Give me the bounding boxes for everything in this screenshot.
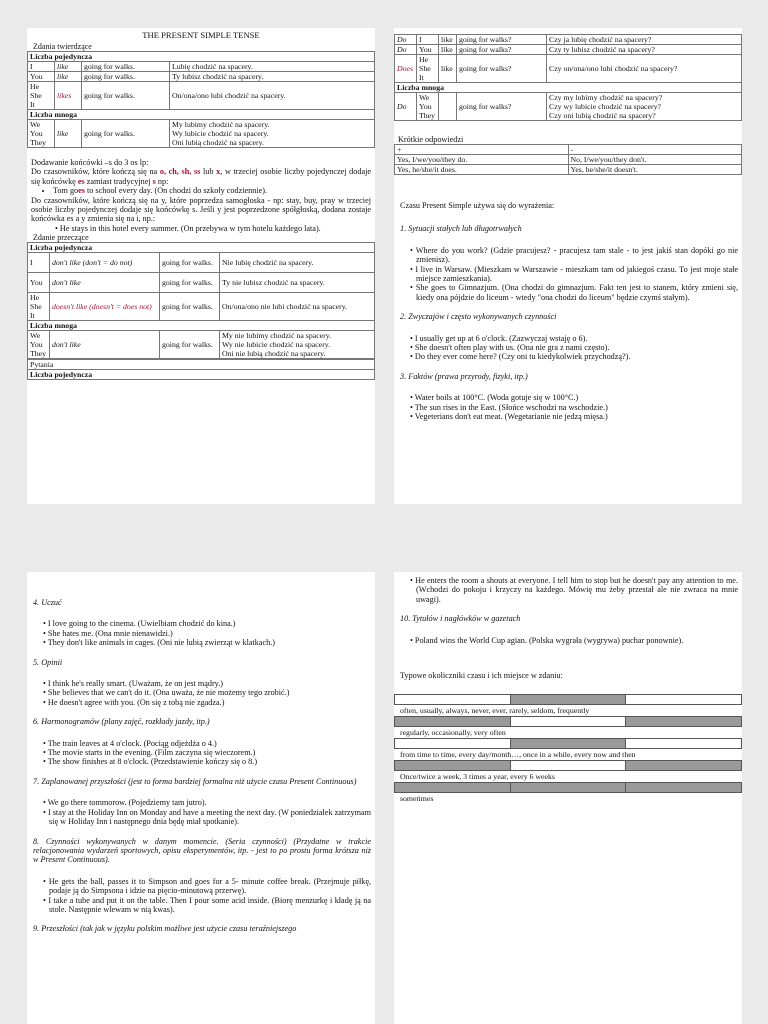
list-item: • Vegeterians don't eat meat. (Wegetarianie nie jedzą mięsa.) bbox=[410, 412, 608, 422]
list-item: • I take a tube and put it on the table. Then I pour some acid inside. (Biorę menzurkę i kładę ją na stole. Następnie wlewam w nią kwas). bbox=[43, 895, 371, 914]
plural-label: Liczba mnoga bbox=[28, 110, 375, 120]
adverb-line: regularly, occasionally, very often bbox=[400, 728, 506, 738]
usage-2-heading: 2. Zwyczajów i często wykonywanych czynności bbox=[400, 312, 557, 322]
adverb-line: from time to time, every day/month…, once in a while, every now and then bbox=[400, 750, 636, 760]
adverb-line: sometimes bbox=[400, 794, 434, 804]
list-item: • Tom goes to school every day. (On chodzi do szkoły codziennie). bbox=[53, 186, 371, 195]
usage-10-heading: 10. Tytułów i nagłówków w gazetach bbox=[400, 614, 521, 624]
negative-heading: Zdanie przeczące bbox=[33, 233, 89, 243]
usage-8-heading: 8. Czynności wykonywanych w danym momencie. (Seria czynności) (Przydatne w trakcie relacjonowania wydarzeń sportowych, opisu eksperymentów, itp. - jest to po prostu forma krótsza niż w Present Continuous). bbox=[33, 836, 371, 865]
list-item: • She goes to Gimnazjum. (Ona chodzi do gimnazjum. Fakt ten jest to stanem, który zmieni się, kiedy ona pójdzie do liceum - wtedy "ona chodzi do liceum" będzie czymś stałym). bbox=[410, 283, 738, 302]
usage-9-heading: 9. Przeszłości (tak jak w języku polskim możliwe jest użycie czasu teraźniejszego bbox=[33, 924, 297, 934]
page-1 bbox=[27, 28, 375, 504]
questions-heading: Pytania bbox=[28, 360, 375, 370]
list-item: • I usually get up at 6 o'clock. (Zazwyczaj wstaję o 6). bbox=[410, 333, 588, 343]
table-row: Yes, he/she/it does. Yes, he/she/it doesn't. bbox=[395, 165, 742, 175]
page-2 bbox=[394, 28, 742, 504]
affirmative-heading: Zdania twierdzące bbox=[33, 42, 92, 51]
page-title: THE PRESENT SIMPLE TENSE bbox=[142, 30, 260, 40]
table-row: I like going for walks. Lubię chodzić na spacery. bbox=[28, 62, 375, 72]
list-item: • The sun rises in the East. (Słońce wschodzi na wschodzie.) bbox=[410, 402, 608, 412]
list-item: • She doesn't often play with us. (Ona nie gra z nami często). bbox=[410, 343, 610, 353]
table-row: He She It likes going for walks. On/ona/ono lubi chodzić na spacery. bbox=[28, 82, 375, 110]
list-item: • They don't like animals in cages. (Oni nie lubią zwierząt w klatkach.) bbox=[43, 638, 276, 648]
adverbs-title: Typowe okoliczniki czasu i ich miejsce w zdaniu: bbox=[400, 671, 563, 681]
list-item: • She hates me. (Ona mnie nienawidzi.) bbox=[43, 628, 173, 638]
list-item: • He doesn't agree with you. (On się z tobą nie zgadza.) bbox=[43, 697, 225, 707]
table-row: We You They don't like going for walks. My nie lubimy chodzić na spacery. Wy nie lubicie chodzić na spacery. Oni nie lubią chodzić na spacery. bbox=[28, 331, 375, 359]
table-row: Do I like going for walks? Czy ja lubię chodzić na spacery? bbox=[395, 35, 742, 45]
table-row: He She It doesn't like (doesn't = does not) going for walks. On/ona/ono nie lubi chodzić na spacery. bbox=[28, 293, 375, 321]
list-item: • I think he's really smart. (Uważam, że on jest mądry.) bbox=[43, 679, 224, 689]
table-row: We You They like going for walks. My lubimy chodzić na spacery. Wy lubicie chodzić na spacery. Oni lubią chodzić na spacery. bbox=[28, 120, 375, 148]
adverbs-table bbox=[394, 694, 742, 804]
list-item: • I love going to the cinema. (Uwielbiam chodzić do kina.) bbox=[43, 619, 236, 629]
endings-title: Dodawanie końcówki –s do 3 os lp: bbox=[31, 158, 149, 167]
table-row: Yes, I/we/you/they do. No, I/we/you/they don't. bbox=[395, 155, 742, 165]
table-row: Do We You They going for walks? Czy my lubimy chodzić na spacery? Czy wy lubicie chodzić na spacery? Czy oni lubią chodzić na spacery? bbox=[395, 93, 742, 121]
list-item: • He gets the ball, passes it to Simpson and goes for a 5- minute coffee break. (Przejmuje piłkę, podaje ją do Simpsona i idzie na pięcio-minutową przerwę). bbox=[43, 876, 371, 896]
adverb-line: Once/twice a week, 3 times a year, every 6 weeks bbox=[400, 772, 555, 782]
list-item: • He stays in this hotel every summer. (On przebywa w tym hotelu każdego lata). bbox=[55, 223, 321, 233]
list-item: • Do they ever come here? (Czy oni tu kiedykolwiek przychodzą?). bbox=[410, 352, 631, 362]
list-item: • I live in Warsaw. (Mieszkam w Warszawie - mieszkam tam od jakiegoś czasu. To jest moje stałe miejsce zamieszkania). bbox=[410, 264, 738, 284]
table-row: Does He She It like going for walks? Czy on/ona/ono lubi chodzić na spacery? bbox=[395, 55, 742, 83]
questions-table: Do I like going for walks? Czy ja lubię chodzić na spacery? Do You like going for walks? Czy ty lubisz chodzić na spacery? Does He She It like going for walks? Czy on/ona/ono lubi chodzić na spacery? Liczba mnoga Do We You They going for walks? Czy my lubimy chodzić na spacery? Czy wy lubicie chodzić na spacery? Czy oni lubią chodzić na spacery? bbox=[394, 34, 742, 121]
table-row: Do You like going for walks? Czy ty lubisz chodzić na spacery? bbox=[395, 45, 742, 55]
short-answers-table bbox=[394, 144, 742, 175]
table-row: + - bbox=[395, 145, 742, 155]
list-item: • We go there tommorow. (Pojedziemy tam jutro). bbox=[43, 798, 207, 808]
usage-4-heading: 4. Uczuć bbox=[33, 598, 62, 607]
table-row: You like going for walks. Ty lubisz chodzić na spacery. bbox=[28, 72, 375, 82]
page-3 bbox=[27, 572, 375, 1024]
usage-intro: Czasu Present Simple używa się do wyrażenia: bbox=[400, 201, 555, 210]
adverb-line: often, usually, always, never, ever, rarely, seldom, frequently bbox=[400, 706, 590, 716]
endings-rule-1: Do czasowników, które kończą się na o, ch, sh, ss lub x, w trzeciej osobie liczby pojedynczej dodaje się końcówkę es zamiast tradycyjnej s np: bbox=[31, 167, 371, 186]
usage-7-heading: 7. Zaplanowanej przyszłości (jest to forma bardziej formalna niż użycie czasu Present Continuous) bbox=[33, 776, 357, 786]
singular-label: Liczba pojedyncza bbox=[28, 52, 375, 62]
negative-table: Liczba pojedyncza I don't like (don't = do not) going for walks. Nie lubię chodzić na spacery. You don't like going for walks. Ty nie lubisz chodzić na spacery. He She It doesn't like (doesn't = does not) going for walks. On/ona/ono nie lubi chodzić na spacery. Liczba mnoga We You They don't like going for walks. My nie lubimy chodzić na spacery. Wy nie lubicie chodzić na spacery. Oni nie lubią chodzić na spacery. bbox=[27, 242, 375, 359]
list-item: • He enters the room a shouts at everyone. I tell him to stop but he doesn't pay any attention to me. (Wchodzi do pokoju i krzyczy na każdego. Mówię mu żeby przestał ale nie zwraca na mnie uwagi). bbox=[410, 576, 738, 604]
affirmative-table bbox=[27, 51, 375, 148]
list-item: • I stay at the Holiday Inn on Monday and have a meeting the next day. (W poniedziałek zatrzymam się w Holiday Inn i następnego dnia będę miał spotkanie). bbox=[43, 807, 371, 827]
endings-rule-2: Do czasowników, które kończą się na y, które poprzedza samogłoska - np: stay, buy, pray w trzeciej osobie liczby pojedynczej dodaje się końcówkę s. Jeśli y jest poprzedzone spółgłoską, dodana zostaje końcówka es a y zmienia się na i, np.: bbox=[31, 195, 371, 224]
table-row: I don't like (don't = do not) going for walks. Nie lubię chodzić na spacery. bbox=[28, 253, 375, 273]
list-item: • The show finishes at 8 o'clock. (Przedstawienie kończy się o 8.) bbox=[43, 757, 258, 767]
questions-table-start: Pytania Liczba pojedyncza bbox=[27, 359, 375, 380]
list-item: • The train leaves at 4 o'clock. (Pociąg odjeżdża o 4.) bbox=[43, 738, 217, 748]
page-4 bbox=[394, 572, 742, 1024]
usage-5-heading: 5. Opinii bbox=[33, 657, 63, 667]
usage-6-heading: 6. Harmonogramów (plany zajęć, rozkłady jazdy, itp.) bbox=[33, 717, 210, 727]
table-row: You don't like going for walks. Ty nie lubisz chodzić na spacery. bbox=[28, 273, 375, 293]
list-item: • Where do you work? (Gdzie pracujesz? - pracujesz tam stale - to jest jakiś stan dopóki go nie zmienisz). bbox=[410, 245, 738, 265]
list-item: • Poland wins the World Cup agian. (Polska wygrała (wygrywa) puchar ponownie). bbox=[410, 635, 684, 645]
list-item: • Water boils at 100°C. (Woda gotuje się w 100°C.) bbox=[410, 393, 579, 403]
list-item: • She believes that we can't do it. (Ona uważa, że nie możemy tego zrobić.) bbox=[43, 688, 290, 698]
usage-3-heading: 3. Faktów (prawa przyrody, fizyki, itp.) bbox=[400, 371, 528, 381]
short-answers-title: Krótkie odpowiedzi bbox=[398, 135, 464, 144]
list-item: • The movie starts in the evening. (Film zaczyna się wieczorem.) bbox=[43, 748, 256, 758]
usage-1-heading: 1. Sytuacji stałych lub długotrwałych bbox=[400, 224, 522, 234]
